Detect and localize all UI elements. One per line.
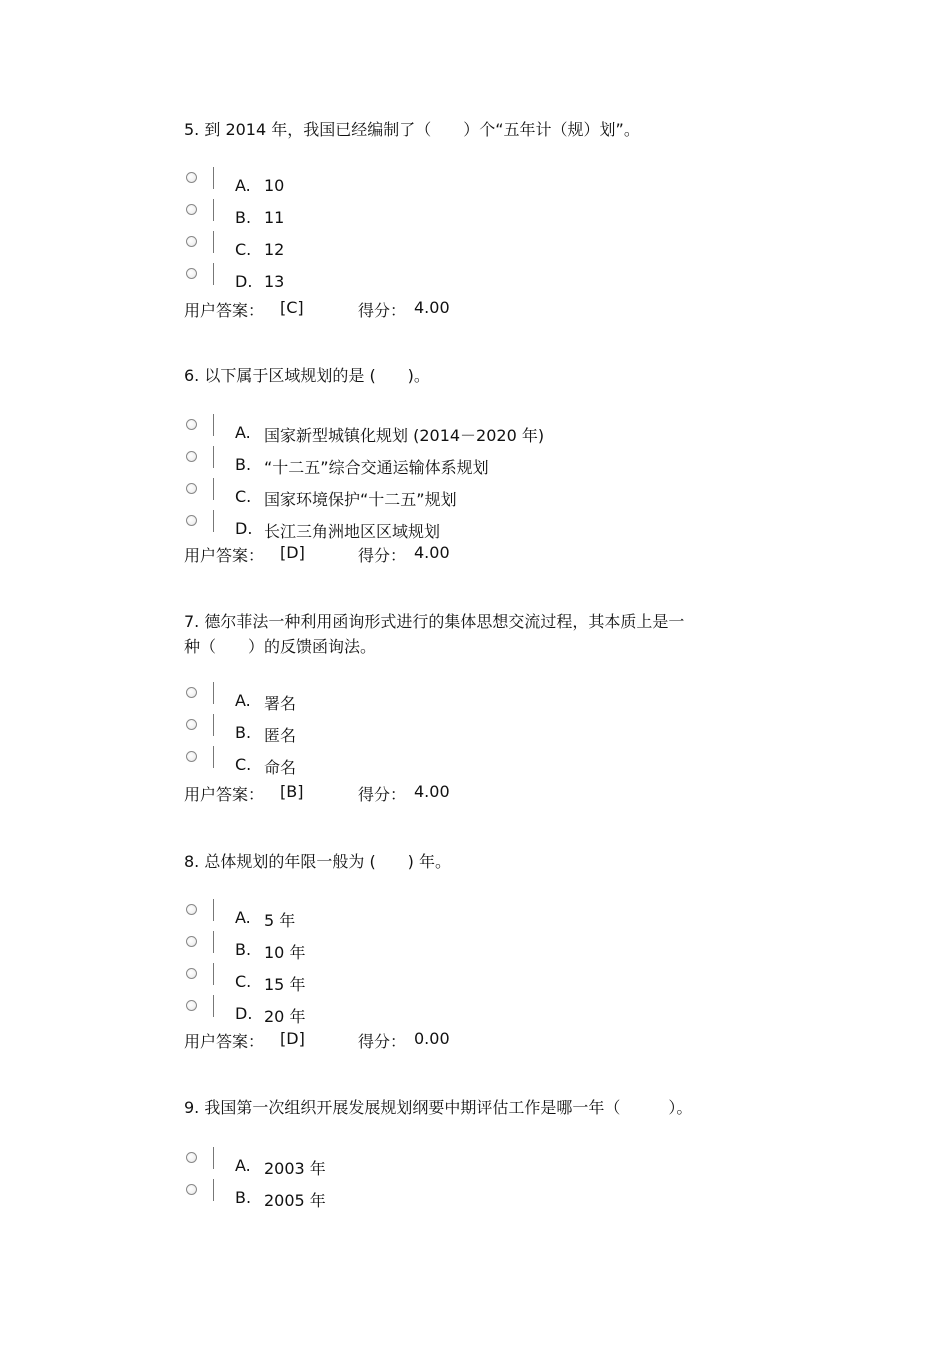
radio-button[interactable] — [186, 687, 197, 698]
divider — [213, 478, 214, 500]
divider — [213, 446, 214, 468]
radio-button[interactable] — [186, 268, 197, 279]
option-text: 13 — [264, 272, 285, 291]
divider — [213, 1147, 214, 1169]
score-value: 4.00 — [414, 782, 450, 801]
radio-button[interactable] — [186, 204, 197, 215]
divider — [213, 510, 214, 532]
option-letter: D. — [235, 1004, 253, 1023]
option-text: 12 — [264, 240, 285, 259]
radio-button[interactable] — [186, 419, 197, 430]
radio-button[interactable] — [186, 968, 197, 979]
option-text: 11 — [264, 208, 285, 227]
divider — [213, 714, 214, 736]
divider — [213, 1179, 214, 1201]
option-letter: B. — [235, 208, 252, 227]
option-text: 署名 — [264, 694, 297, 713]
answer-value: [D] — [280, 1029, 305, 1048]
radio-button[interactable] — [186, 719, 197, 730]
option-letter: A. — [235, 1156, 251, 1175]
option-text: 2003 年 — [264, 1159, 326, 1178]
radio-button[interactable] — [186, 1152, 197, 1163]
option-text: 国家环境保护“十二五”规划 — [264, 490, 457, 509]
question-text: 8. 总体规划的年限一般为 ( ) 年。 — [184, 852, 452, 871]
option-text: 匿名 — [264, 726, 297, 745]
option-letter: A. — [235, 691, 251, 710]
option-letter: C. — [235, 755, 252, 774]
option-text: 5 年 — [264, 911, 296, 930]
divider — [213, 199, 214, 221]
divider — [213, 899, 214, 921]
option-letter: B. — [235, 1188, 252, 1207]
question-text: 9. 我国第一次组织开展发展规划纲要中期评估工作是哪一年（ ）。 — [184, 1098, 693, 1117]
option-letter: C. — [235, 487, 252, 506]
divider — [213, 231, 214, 253]
score-label: 得分： — [358, 1032, 407, 1051]
option-letter: C. — [235, 972, 252, 991]
option-text: 20 年 — [264, 1007, 306, 1026]
option-letter: B. — [235, 455, 252, 474]
option-letter: D. — [235, 519, 253, 538]
question-text-line-1: 7. 德尔菲法一种利用函询形式进行的集体思想交流过程，其本质上是一 — [184, 612, 685, 631]
radio-button[interactable] — [186, 1000, 197, 1011]
option-text: 15 年 — [264, 975, 306, 994]
option-text: 长江三角洲地区区域规划 — [264, 522, 441, 541]
divider — [213, 167, 214, 189]
radio-button[interactable] — [186, 751, 197, 762]
divider — [213, 963, 214, 985]
divider — [213, 746, 214, 768]
divider — [213, 931, 214, 953]
radio-button[interactable] — [186, 172, 197, 183]
radio-button[interactable] — [186, 515, 197, 526]
score-label: 得分： — [358, 301, 407, 320]
score-label: 得分： — [358, 546, 407, 565]
answer-value: [C] — [280, 298, 304, 317]
radio-button[interactable] — [186, 936, 197, 947]
score-value: 4.00 — [414, 298, 450, 317]
option-text: 国家新型城镇化规划 (2014－2020 年) — [264, 426, 545, 445]
score-value: 0.00 — [414, 1029, 450, 1048]
question-text: 5. 到 2014 年，我国已经编制了（ ）个“五年计（规）划”。 — [184, 120, 640, 139]
option-text: 2005 年 — [264, 1191, 326, 1210]
radio-button[interactable] — [186, 904, 197, 915]
option-letter: A. — [235, 176, 251, 195]
option-letter: D. — [235, 272, 253, 291]
divider — [213, 682, 214, 704]
option-letter: A. — [235, 908, 251, 927]
option-text: “十二五”综合交通运输体系规划 — [264, 458, 489, 477]
answer-value: [B] — [280, 782, 304, 801]
answer-label: 用户答案： — [184, 546, 265, 565]
question-text — [184, 609, 684, 659]
option-letter: A. — [235, 423, 251, 442]
option-letter: B. — [235, 940, 252, 959]
divider — [213, 263, 214, 285]
option-letter: C. — [235, 240, 252, 259]
score-label: 得分： — [358, 785, 407, 804]
option-text: 命名 — [264, 758, 297, 777]
radio-button[interactable] — [186, 483, 197, 494]
option-letter: B. — [235, 723, 252, 742]
radio-button[interactable] — [186, 1184, 197, 1195]
answer-label: 用户答案： — [184, 1032, 265, 1051]
option-text: 10 — [264, 176, 285, 195]
divider — [213, 995, 214, 1017]
divider — [213, 414, 214, 436]
answer-value: [D] — [280, 543, 305, 562]
answer-label: 用户答案： — [184, 785, 265, 804]
radio-button[interactable] — [186, 236, 197, 247]
score-value: 4.00 — [414, 543, 450, 562]
answer-label: 用户答案： — [184, 301, 265, 320]
question-text-line-2: 种（ ）的反馈函询法。 — [184, 637, 377, 656]
radio-button[interactable] — [186, 451, 197, 462]
option-text: 10 年 — [264, 943, 306, 962]
question-text: 6. 以下属于区域规划的是 ( )。 — [184, 366, 430, 385]
